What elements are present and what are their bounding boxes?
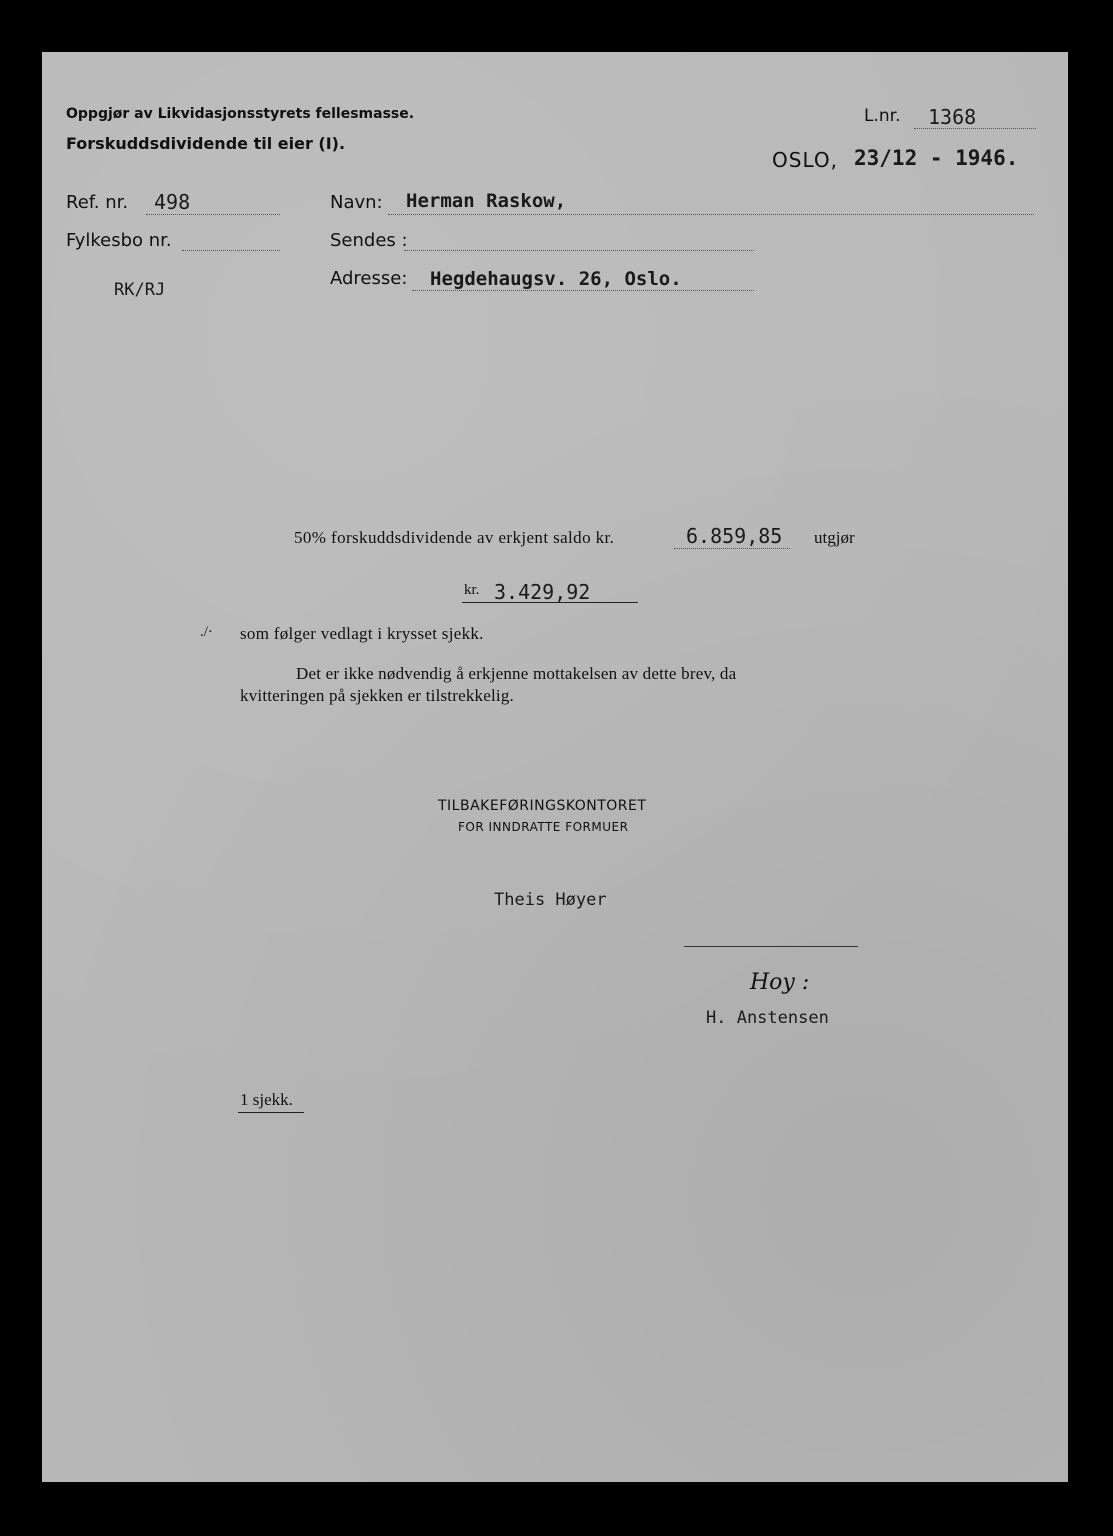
dividend-prefix: 50% forskuddsdividende av erkjent saldo kr.	[294, 528, 615, 547]
lnr-label: L.nr.	[864, 106, 901, 126]
initials: RK/RJ	[114, 280, 166, 300]
navn-value: Herman Raskow,	[406, 190, 567, 212]
city-label: OSLO,	[772, 148, 838, 172]
signer-2: H. Anstensen	[706, 1008, 829, 1028]
navn-label: Navn:	[330, 192, 383, 213]
enclosure-underline	[238, 1112, 304, 1113]
document-page	[42, 52, 1068, 1482]
fylkesbo-underline	[182, 250, 280, 251]
saldo-underline	[674, 548, 790, 549]
paragraph-line-1: Det er ikke nødvendig å erkjenne mottakelsen av dette brev, da	[296, 664, 737, 683]
date-value: 23/12 - 1946.	[854, 146, 1019, 170]
adresse-label: Adresse:	[330, 268, 408, 289]
enclosure-note: 1 sjekk.	[240, 1090, 293, 1109]
handwritten-initials: Hoy :	[750, 970, 810, 995]
enclosure-mark: ./·	[200, 624, 213, 640]
amount-value: 3.429,92	[494, 580, 591, 604]
lnr-value: 1368	[928, 105, 977, 129]
amount-underline	[462, 602, 638, 603]
office-name: TILBAKEFØRINGSKONTORET	[438, 798, 647, 814]
header-line-2: Forskuddsdividende til eier (I).	[66, 134, 346, 153]
kr-label: kr.	[464, 582, 480, 598]
sendes-label: Sendes :	[330, 230, 408, 251]
signature-line	[684, 946, 858, 947]
adresse-value: Hegdehaugsv. 26, Oslo.	[430, 268, 682, 290]
sendes-underline	[404, 250, 754, 251]
signer-1: Theis Høyer	[494, 890, 607, 910]
ref-label: Ref. nr.	[66, 192, 129, 213]
enclosed-text: som følger vedlagt i krysset sjekk.	[240, 624, 484, 643]
lnr-underline	[914, 128, 1036, 129]
ref-value: 498	[154, 190, 191, 214]
header-line-1: Oppgjør av Likvidasjonsstyrets fellesmasse.	[66, 106, 415, 122]
fylkesbo-label: Fylkesbo nr.	[66, 230, 172, 251]
adresse-underline	[412, 290, 754, 291]
paragraph-line-2: kvitteringen på sjekken er tilstrekkelig.	[240, 686, 514, 705]
dividend-suffix: utgjør	[814, 528, 855, 547]
saldo-value: 6.859,85	[686, 524, 783, 548]
navn-underline	[388, 214, 1034, 215]
office-subtitle: FOR INNDRATTE FORMUER	[458, 820, 629, 834]
ref-underline	[146, 214, 280, 215]
